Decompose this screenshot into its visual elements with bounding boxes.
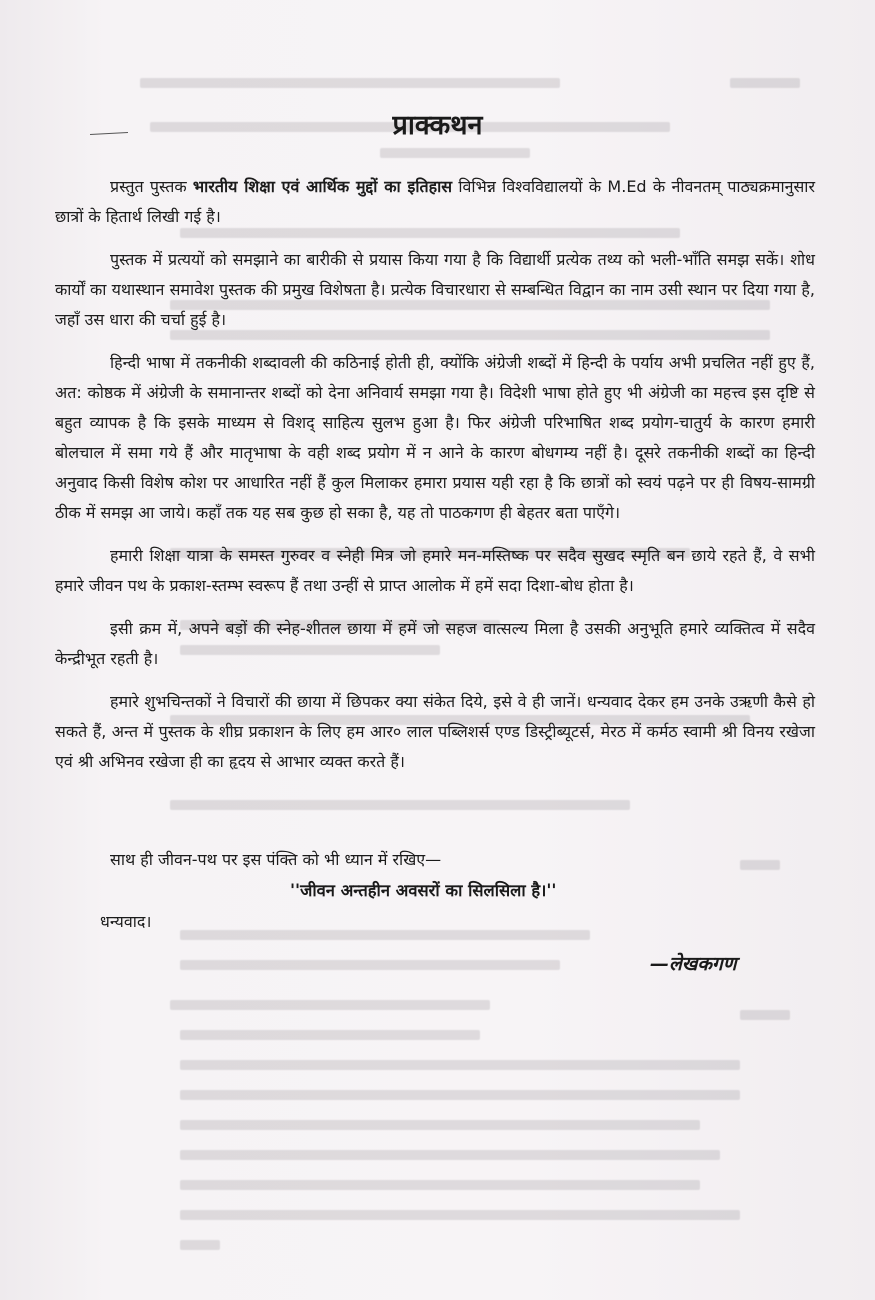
book-title-emphasis: भारतीय शिक्षा एवं आर्थिक मुद्दों का इतिहास [192, 177, 453, 196]
quote-line: ''जीवन अन्तहीन अवसरों का सिलसिला है।'' [290, 881, 557, 900]
paragraph-5: इसी क्रम में, अपने बड़ों की स्नेह-शीतल छाया में हमें जो सहज वात्सल्य मिला है उसकी अनुभूति हमारे व्यक्तित्व में सदैव केन्द्रीभूत रहती है। [55, 619, 815, 668]
author-signature: —लेखकगण [650, 953, 737, 975]
thanks-line: धन्यवाद। [100, 912, 152, 931]
preface-body [55, 172, 815, 790]
paragraph-1 [55, 172, 815, 232]
paragraph-1-lead: प्रस्तुत पुस्तक [110, 177, 193, 196]
paragraph-4: हमारी शिक्षा यात्रा के समस्त गुरुवर व स्नेही मित्र जो हमारे मन-मस्तिष्क पर सदैव सुखद स्मृति बन छाये रहते हैं, वे सभी हमारे जीवन पथ के प्रकाश-स्तम्भ स्वरूप हैं तथा उन्हीं से प्राप्त आलोक में हमें सदा दिशा-बोध होता है। [55, 546, 815, 595]
paragraph-3: हिन्दी भाषा में तकनीकी शब्दावली की कठिनाई होती ही, क्योंकि अंग्रेजी शब्दों में हिन्दी के पर्याय अभी प्रचलित नहीं हुए हैं, अत: कोष्ठक में अंग्रेजी के समानान्तर शब्दों को देना अनिवार्य समझा गया है। विदेशी भाषा होते हुए भी अंग्रेजी का महत्त्व इस दृष्टि से बहुत व्यापक है कि इसके माध्यम से विशद् साहित्य सुलभ हुआ है। फिर अंग्रेजी परिभाषित शब्द प्रयोग-चातुर्य के कारण हमारी बोलचाल में समा गये हैं और मातृभाषा के वही शब्द प्रयोग में न आने के कारण बोधगम्य नहीं है। दूसरे तकनीकी शब्दों का हिन्दी अनुवाद किसी विशेष कोश पर आधारित नहीं हैं कुल मिलाकर हमारा प्रयास यही रहा है कि छात्रों को स्वयं पढ़ने पर ही विषय-सामग्री ठीक में समझ आ जाये। कहाँ तक यह सब कुछ हो सका है, यह तो पाठकगण ही बेहतर बता पाएँगे। [55, 353, 815, 522]
closing-lead-line: साथ ही जीवन-पथ पर इस पंक्ति को भी ध्यान में रखिए— [110, 850, 442, 869]
paragraph-6: हमारे शुभचिन्तकों ने विचारों की छाया में छिपकर क्या संकेत दिये, इसे वे ही जानें। धन्यवाद देकर हम उनके उऋणी कैसे हो सकते हैं, अन्त में पुस्तक के शीघ्र प्रकाशन के लिए हम आर० लाल पब्लिशर्स एण्ड डिस्ट्रीब्यूटर्स, मेरठ में कर्मठ स्वामी श्री विनय रखेजा एवं श्री अभिनव रखेजा ही का हृदय से आभार व्यक्त करते हैं। [55, 692, 815, 771]
paragraph-2: पुस्तक में प्रत्ययों को समझाने का बारीकी से प्रयास किया गया है कि विद्यार्थी प्रत्येक तथ्य को भली-भाँति समझ सकें। शोध कार्यों का यथास्थान समावेश पुस्तक की प्रमुख विशेषता है। प्रत्येक विचारधारा से सम्बन्धित विद्वान का नाम उसी स्थान पर दिया गया है, जहाँ उस धारा की चर्चा हुई है। [55, 250, 815, 329]
page-title: प्राक्कथन [392, 110, 483, 141]
paragraph-1-rest: विभिन्न विश्वविद्यालयों के M.Ed के नीवनतम् पाठ्यक्रमानुसार छात्रों के हितार्थ लिखी गई है। [55, 177, 815, 226]
